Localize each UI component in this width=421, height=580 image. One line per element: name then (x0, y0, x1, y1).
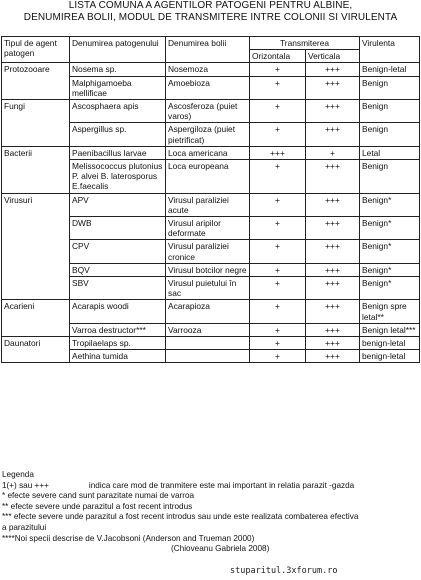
header-denumirea: Denumirea patogenului (70, 37, 166, 63)
disease-cell (166, 337, 250, 350)
page-title (0, 0, 421, 24)
horizontal-cell: + (250, 263, 306, 276)
disease-cell (166, 350, 250, 363)
group-cell (2, 350, 70, 363)
group-cell: Acarieni (2, 300, 70, 323)
horizontal-cell: + (250, 160, 306, 194)
table-row (2, 337, 420, 350)
horizontal-cell: + (250, 123, 306, 146)
vertical-cell: +++ (306, 300, 360, 323)
vertical-cell: +++ (306, 63, 360, 76)
disease-cell: Loca americana (166, 146, 250, 159)
group-cell: Virusuri (2, 193, 70, 216)
disease-cell: Nosemoza (166, 63, 250, 76)
disease-cell: Acarapioza (166, 300, 250, 323)
legend-heading: Legenda (2, 470, 34, 479)
vertical-cell: +++ (306, 263, 360, 276)
horizontal-cell: + (250, 337, 306, 350)
horizontal-cell: + (250, 63, 306, 76)
table-row (2, 263, 420, 276)
pathogen-cell: Tropilaelaps sp. (70, 337, 166, 350)
pathogen-cell: CPV (70, 240, 166, 263)
vertical-cell: +++ (306, 240, 360, 263)
vertical-cell: +++ (306, 160, 360, 194)
virulence-cell: Benign* (360, 263, 420, 276)
header-row (2, 37, 420, 50)
pathogen-cell: SBV (70, 277, 166, 300)
virulence-cell: Benign (360, 160, 420, 194)
legend-line-2: * efecte severe cand sunt parazitate numai de varroa (2, 491, 195, 501)
legend-line-5: a parazitului (2, 522, 47, 532)
legend-source: (Chioveanu Gabriela 2008) (171, 544, 270, 554)
disease-cell: Amoebioza (166, 76, 250, 99)
table-row (2, 123, 420, 146)
horizontal-cell: + (250, 217, 306, 240)
pathogen-cell: Malphigamoeba mellificae (70, 76, 166, 99)
legend-line-4: *** efecte severe unde parazitul a fost recent introdus sau unde este realizata combaterea efectiva (2, 512, 359, 522)
header-verticala: Verticala (306, 50, 360, 63)
pathogen-cell: DWB (70, 217, 166, 240)
horizontal-cell: + (250, 76, 306, 99)
pathogen-table (1, 36, 420, 363)
virulence-cell: benign-letal (360, 337, 420, 350)
group-cell (2, 263, 70, 276)
disease-cell: Virusul botcilor negre (166, 263, 250, 276)
table-row (2, 350, 420, 363)
horizontal-cell: +++ (250, 146, 306, 159)
vertical-cell: +++ (306, 76, 360, 99)
legend-line-1-text: indica care mod de tranmitere este mai important in relatia parazit -gazda (88, 480, 355, 490)
virulence-cell: Benign* (360, 277, 420, 300)
group-cell: Protozooare (2, 63, 70, 76)
title-line-1: LISTA COMUNA A AGENTILOR PATOGENI PENTRU ALBINE, (68, 0, 353, 11)
virulence-cell: Benign letal*** (360, 323, 420, 336)
table-row (2, 240, 420, 263)
pathogen-cell: BQV (70, 263, 166, 276)
pathogen-cell: Aspergillus sp. (70, 123, 166, 146)
virulence-cell: Benign spre letal** (360, 300, 420, 323)
table-row (2, 300, 420, 323)
table-row (2, 63, 420, 76)
table-row (2, 160, 420, 194)
pathogen-cell: Ascosphaera apis (70, 100, 166, 123)
group-cell: Bacterii (2, 146, 70, 159)
virulence-cell: Benign* (360, 240, 420, 263)
virulence-cell: benign-letal (360, 350, 420, 363)
table-row (2, 193, 420, 216)
pathogen-cell: Acarapis woodi (70, 300, 166, 323)
horizontal-cell: + (250, 277, 306, 300)
pathogen-cell: Paenibacillus larvae (70, 146, 166, 159)
horizontal-cell: + (250, 323, 306, 336)
disease-cell: Ascosferoza (puiet varos) (166, 100, 250, 123)
virulence-cell: Benign (360, 123, 420, 146)
pathogen-cell: Melissococcus plutonius P. alvei B. laterosporus E.faecalis (70, 160, 166, 194)
disease-cell: Virusul aripilor deformate (166, 217, 250, 240)
group-cell (2, 277, 70, 300)
vertical-cell: +++ (306, 100, 360, 123)
group-cell (2, 160, 70, 194)
horizontal-cell: + (250, 300, 306, 323)
pathogen-cell: Varroa destructor*** (70, 323, 166, 336)
horizontal-cell: + (250, 100, 306, 123)
horizontal-cell: + (250, 350, 306, 363)
vertical-cell: +++ (306, 123, 360, 146)
legend-line-6: ****Noi specii descrise de V.Jacobsoni (Anderson and Trueman 2000) (2, 533, 255, 543)
group-cell (2, 323, 70, 336)
table-body (2, 63, 420, 363)
virulence-cell: Benign (360, 76, 420, 99)
group-cell (2, 217, 70, 240)
legend-line-3: ** efecte severe unde parazitul a fost recent introdus (2, 501, 193, 511)
legend (2, 470, 420, 555)
watermark: stuparitul.3xforum.ro (230, 566, 338, 576)
header-boala: Denumirea bolii (166, 37, 250, 63)
vertical-cell: +++ (306, 217, 360, 240)
group-cell: Fungi (2, 100, 70, 123)
table-row (2, 146, 420, 159)
group-cell (2, 240, 70, 263)
pathogen-cell: Nosema sp. (70, 63, 166, 76)
disease-cell: Virusul puietului în sac (166, 277, 250, 300)
virulence-cell: Benign* (360, 193, 420, 216)
vertical-cell: +++ (306, 350, 360, 363)
vertical-cell: +++ (306, 277, 360, 300)
header-tip: Tipul de agent patogen (2, 37, 70, 63)
vertical-cell: +++ (306, 337, 360, 350)
horizontal-cell: + (250, 193, 306, 216)
virulence-cell: Benign* (360, 217, 420, 240)
group-cell (2, 123, 70, 146)
table-row (2, 323, 420, 336)
virulence-cell: Benign (360, 100, 420, 123)
group-cell: Daunatori (2, 337, 70, 350)
pathogen-cell: APV (70, 193, 166, 216)
legend-line-1 (2, 481, 420, 492)
vertical-cell: +++ (306, 323, 360, 336)
table-row (2, 277, 420, 300)
legend-line-1-symbol: 1(+) sau +++ (2, 480, 49, 490)
disease-cell: Loca europeana (166, 160, 250, 194)
horizontal-cell: + (250, 240, 306, 263)
table-row (2, 76, 420, 99)
header-virulenta: Virulenta (360, 37, 420, 63)
group-cell (2, 76, 70, 99)
disease-cell: Aspergiloza (puiet pietrificat) (166, 123, 250, 146)
pathogen-cell: Aethina tumida (70, 350, 166, 363)
virulence-cell: Letal (360, 146, 420, 159)
header-transmiterea: Transmiterea (250, 37, 360, 50)
disease-cell: Virusul paraliziei acute (166, 193, 250, 216)
virulence-cell: Benign-letal (360, 63, 420, 76)
vertical-cell: +++ (306, 193, 360, 216)
title-line-2: DENUMIREA BOLII, MODUL DE TRANSMITERE INTRE COLONII SI VIRULENTA (23, 12, 398, 23)
table-row (2, 100, 420, 123)
table-row (2, 217, 420, 240)
vertical-cell: + (306, 146, 360, 159)
header-orizontala: Orizontala (250, 50, 306, 63)
disease-cell: Varrooza (166, 323, 250, 336)
disease-cell: Virusul paraliziei cronice (166, 240, 250, 263)
